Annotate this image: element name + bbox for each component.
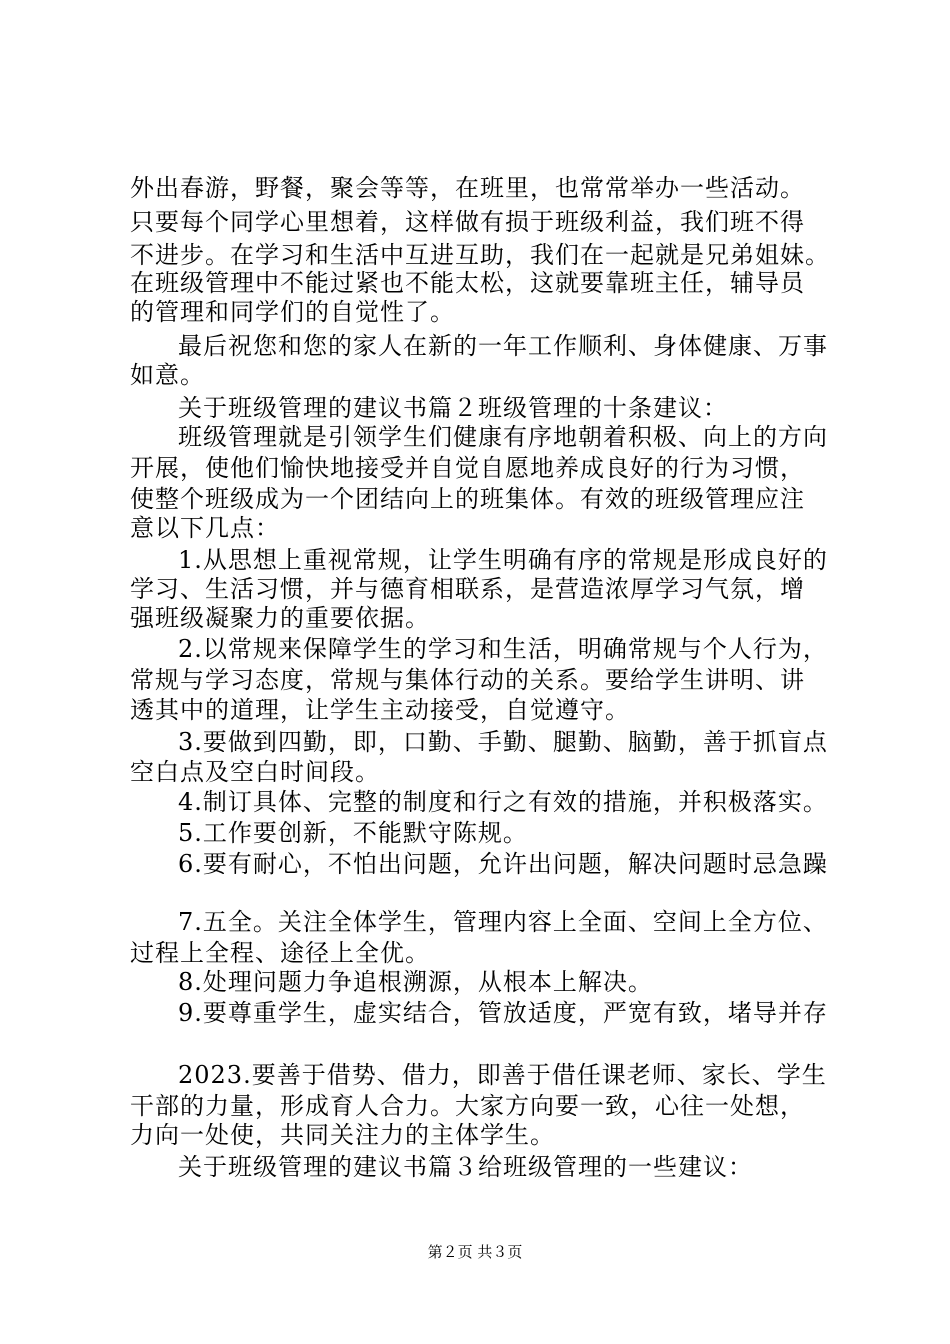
text-line: 常规与学习态度，常规与集体行动的关系。要给学生讲明、讲 — [130, 666, 805, 694]
list-item: 3.要做到四勤，即，口勤、手勤、腿勤、脑勤，善于抓盲点 — [178, 728, 828, 756]
text-line: 班级管理就是引领学生们健康有序地朝着积极、向上的方向 — [178, 423, 828, 451]
text-line: 在班级管理中不能过紧也不能太松，这就要靠班主任，辅导员 — [130, 269, 805, 297]
text-line: 的管理和同学们的自觉性了。 — [130, 298, 455, 326]
text-line: 学习、生活习惯，并与德育相联系，是营造浓厚学习气氛，增 — [130, 575, 805, 603]
list-item: 9.要尊重学生，虚实结合，管放适度，严宽有致，堵导并存 — [178, 999, 828, 1027]
text-line: 强班级凝聚力的重要依据。 — [130, 604, 430, 632]
text-line: 只要每个同学心里想着，这样做有损于班级利益，我们班不得 — [130, 208, 805, 236]
list-item: 7.五全。关注全体学生，管理内容上全面、空间上全方位、 — [178, 908, 828, 936]
text-line: 过程上全程、途径上全优。 — [130, 939, 430, 967]
text-line: 最后祝您和您的家人在新的一年工作顺利、身体健康、万事 — [178, 332, 828, 360]
list-item: 2.以常规来保障学生的学习和生活，明确常规与个人行为， — [178, 635, 828, 663]
text-line: 透其中的道理，让学生主动接受，自觉遵守。 — [130, 696, 630, 724]
text-line: 意以下几点： — [130, 514, 280, 542]
text-line: 空白点及空白时间段。 — [130, 758, 380, 786]
section-heading: 关于班级管理的建议书篇３给班级管理的一些建议： — [178, 1153, 753, 1181]
text-line: 不进步。在学习和生活中互进互助，我们在一起就是兄弟姐妹。 — [130, 241, 830, 269]
text-line: 力向一处使，共同关注力的主体学生。 — [130, 1121, 555, 1149]
section-heading: 关于班级管理的建议书篇２班级管理的十条建议： — [178, 394, 728, 422]
text-line: 如意。 — [130, 361, 205, 389]
text-line: 开展，使他们愉快地接受并自觉自愿地养成良好的行为习惯， — [130, 454, 805, 482]
list-item: 5.工作要创新，不能默守陈规。 — [178, 819, 528, 847]
list-item: 6.要有耐心，不怕出问题，允许出问题，解决问题时忌急躁 — [178, 850, 828, 878]
list-item: 8.处理问题力争追根溯源，从根本上解决。 — [178, 968, 653, 996]
text-line: 外出春游，野餐，聚会等等，在班里，也常常举办一些活动。 — [130, 174, 805, 202]
text-line: 使整个班级成为一个团结向上的班集体。有效的班级管理应注 — [130, 485, 805, 513]
list-item: 4.制订具体、完整的制度和行之有效的措施，并积极落实。 — [178, 788, 828, 816]
text-line: 干部的力量，形成育人合力。大家方向要一致，心往一处想， — [130, 1092, 805, 1120]
list-item: 1.从思想上重视常规，让学生明确有序的常规是形成良好的 — [178, 546, 828, 574]
page-footer: 第２页 共３页 — [427, 1243, 523, 1261]
list-item: 2023.要善于借势、借力，即善于借任课老师、家长、学生 — [178, 1061, 827, 1089]
